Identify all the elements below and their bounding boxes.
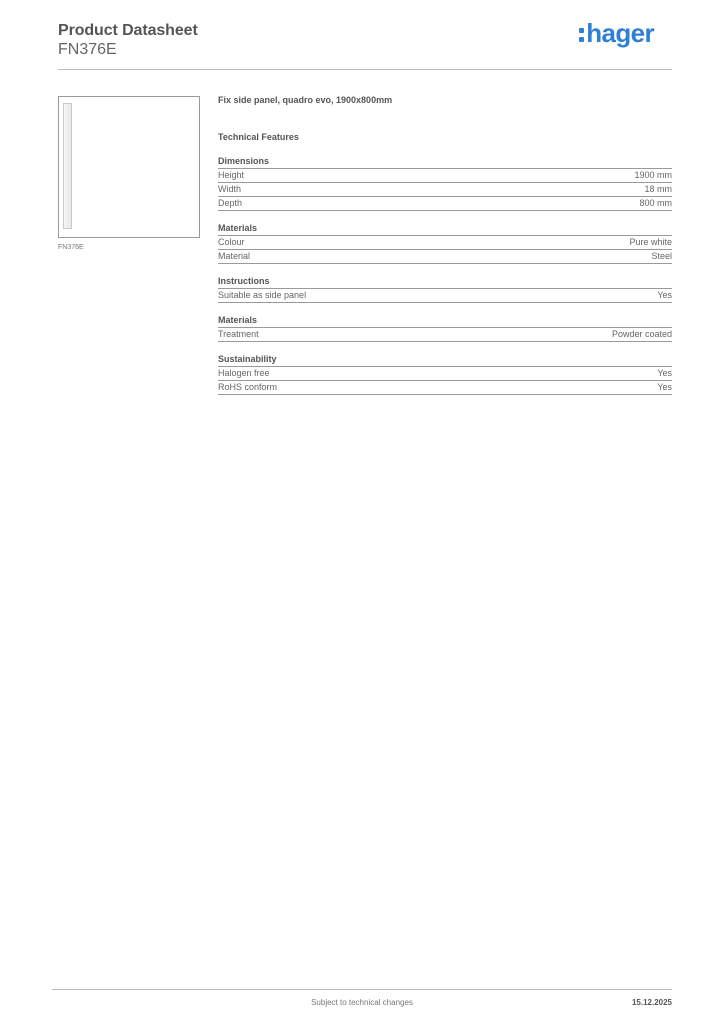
document-title: Product Datasheet bbox=[58, 22, 198, 39]
spec-row-treatment bbox=[218, 328, 672, 342]
spec-label: Colour bbox=[218, 237, 245, 247]
spec-label: Treatment bbox=[218, 329, 259, 339]
logo-text: hager bbox=[586, 18, 654, 48]
footer-date: 15.12.2025 bbox=[631, 998, 672, 1007]
spec-value: Pure white bbox=[629, 237, 672, 247]
spec-label: Width bbox=[218, 184, 242, 194]
side-panel-image bbox=[63, 103, 72, 229]
spec-value: Yes bbox=[657, 290, 672, 300]
spec-label: RoHS conform bbox=[218, 382, 278, 392]
footer-divider bbox=[52, 989, 672, 990]
product-image bbox=[58, 96, 200, 238]
section-dimensions bbox=[218, 156, 672, 211]
spec-row-colour bbox=[218, 236, 672, 250]
logo-dots-icon bbox=[579, 28, 584, 42]
section-title: Sustainability bbox=[218, 354, 672, 367]
footer-note: Subject to technical changes bbox=[311, 998, 413, 1007]
product-details bbox=[218, 95, 672, 407]
technical-features-heading: Technical Features bbox=[218, 132, 299, 142]
section-sustainability bbox=[218, 354, 672, 395]
spec-row-depth bbox=[218, 197, 672, 211]
section-title: Instructions bbox=[218, 276, 672, 289]
section-title: Dimensions bbox=[218, 156, 672, 169]
product-name: Fix side panel, quadro evo, 1900x800mm bbox=[218, 95, 393, 105]
spec-value: Yes bbox=[657, 382, 672, 392]
section-title: Materials bbox=[218, 315, 672, 328]
spec-value: 1900 mm bbox=[634, 170, 672, 180]
spec-label: Depth bbox=[218, 198, 243, 208]
spec-value: 800 mm bbox=[639, 198, 672, 208]
spec-row-halogen-free bbox=[218, 367, 672, 381]
spec-row-material bbox=[218, 250, 672, 264]
spec-label: Halogen free bbox=[218, 368, 270, 378]
spec-label: Height bbox=[218, 170, 245, 180]
spec-value: 18 mm bbox=[644, 184, 672, 194]
section-instructions bbox=[218, 276, 672, 303]
spec-value: Powder coated bbox=[611, 329, 672, 339]
spec-row-side-panel bbox=[218, 289, 672, 303]
spec-row-height bbox=[218, 169, 672, 183]
spec-label: Material bbox=[218, 251, 251, 261]
spec-row-rohs bbox=[218, 381, 672, 395]
product-code: FN376E bbox=[58, 41, 117, 58]
page-header bbox=[58, 18, 672, 69]
spec-label: Suitable as side panel bbox=[218, 290, 307, 300]
spec-value: Yes bbox=[657, 368, 672, 378]
spec-value: Steel bbox=[651, 251, 672, 261]
hager-logo bbox=[579, 18, 654, 49]
section-materials-treatment bbox=[218, 315, 672, 342]
spec-row-width bbox=[218, 183, 672, 197]
header-divider bbox=[58, 69, 672, 70]
section-materials bbox=[218, 223, 672, 264]
image-caption: FN376E bbox=[58, 244, 84, 251]
section-title: Materials bbox=[218, 223, 672, 236]
